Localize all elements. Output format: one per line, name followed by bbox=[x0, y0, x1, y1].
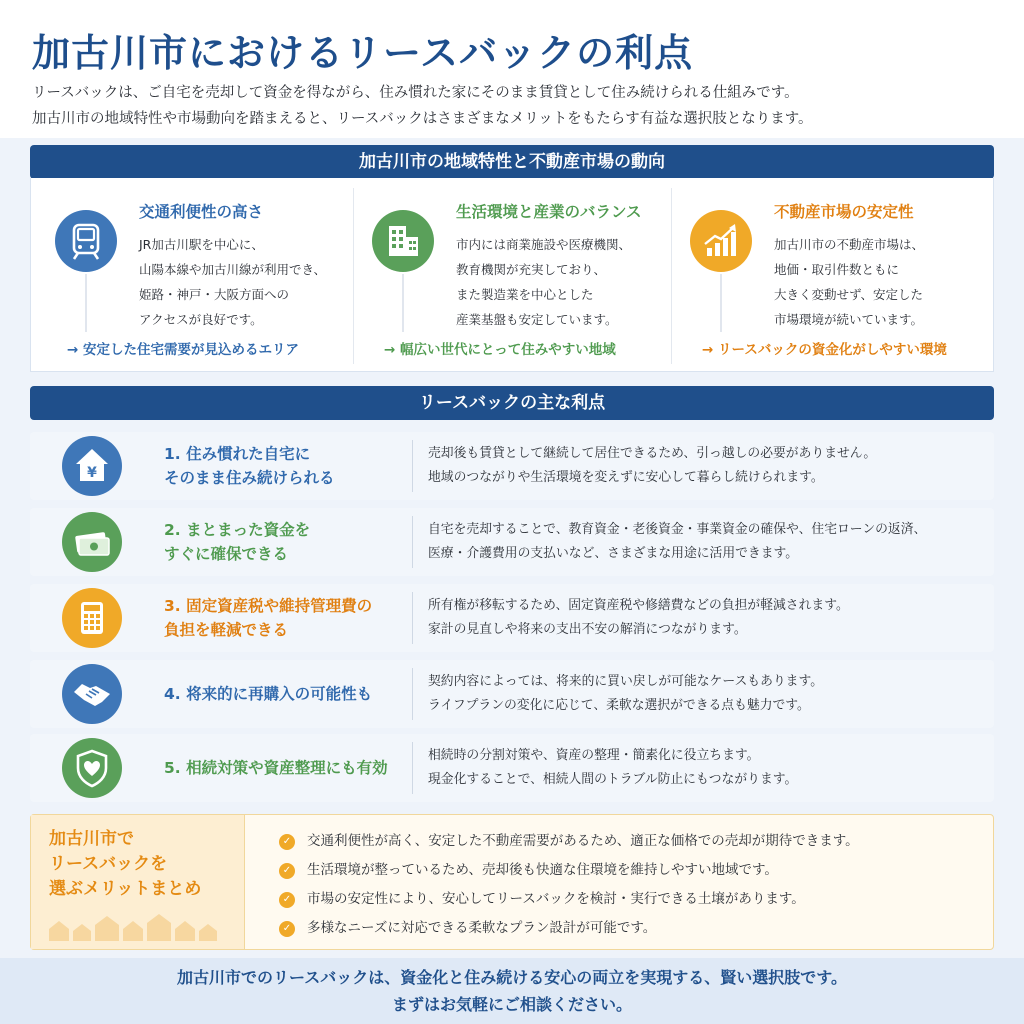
houses-icon bbox=[49, 911, 229, 941]
benefit-title: 4. 将来的に再購入の可能性も bbox=[164, 685, 373, 703]
footer-banner bbox=[0, 958, 1024, 1024]
train-icon bbox=[55, 210, 117, 272]
connector-line bbox=[85, 274, 87, 332]
footer-line: まずはお気軽にご相談ください。 bbox=[391, 995, 632, 1014]
summary-item bbox=[279, 856, 859, 885]
benefit-row bbox=[30, 432, 994, 500]
divider bbox=[412, 516, 413, 568]
intro-text bbox=[32, 80, 813, 132]
buildings-icon bbox=[372, 210, 434, 272]
summary-item bbox=[279, 914, 859, 943]
benefit-row bbox=[30, 734, 994, 802]
benefit-desc: 契約内容によっては、将来的に買い戻しが可能なケースもあります。 ライフプランの変化に応じて、柔軟な選択ができる点も魅力です。 bbox=[428, 674, 824, 713]
summary-item-text: 多様なニーズに対応できる柔軟なプラン設計が可能です。 bbox=[307, 920, 657, 936]
divider bbox=[412, 668, 413, 720]
feature-card-market bbox=[671, 188, 987, 364]
benefit-desc: 所有権が移転するため、固定資産税や修繕費などの負担が軽減されます。 家計の見直しや将来の支出不安の解消につながります。 bbox=[428, 598, 849, 637]
handshake-icon bbox=[62, 664, 122, 724]
summary-box bbox=[30, 814, 994, 950]
summary-item-text: 交通利便性が高く、安定した不動産需要があるため、適正な価格での売却が期待できます。 bbox=[307, 833, 859, 849]
summary-item bbox=[279, 827, 859, 856]
summary-list bbox=[279, 827, 859, 943]
benefit-row bbox=[30, 584, 994, 652]
benefit-title: 5. 相続対策や資産整理にも有効 bbox=[164, 759, 388, 777]
summary-item bbox=[279, 885, 859, 914]
divider bbox=[412, 440, 413, 492]
intro-line: リースバックは、ご自宅を売却して資金を得ながら、住み慣れた家にそのまま賃貸として住み続けられる仕組みです。 bbox=[32, 85, 799, 101]
check-icon: ✓ bbox=[279, 921, 295, 937]
benefit-desc: 相続時の分割対策や、資産の整理・簡素化に役立ちます。 現金化することで、相続人間のトラブル防止にもつながります。 bbox=[428, 748, 798, 787]
check-icon: ✓ bbox=[279, 892, 295, 908]
footer-line: 加古川市でのリースバックは、資金化と住み続ける安心の両立を実現する、賢い選択肢です。 bbox=[177, 968, 847, 987]
feature-body: 加古川市の不動産市場は、 地価・取引件数ともに 大きく変動せず、安定した 市場環境が続いています。 bbox=[774, 237, 925, 327]
feature-title: 生活環境と産業のバランス bbox=[456, 203, 642, 221]
page-title: 加古川市におけるリースバックの利点 bbox=[32, 31, 694, 75]
feature-result: → 幅広い世代にとって住みやすい地域 bbox=[384, 342, 616, 358]
feature-result: → 安定した住宅需要が見込めるエリア bbox=[67, 342, 300, 358]
divider bbox=[412, 592, 413, 644]
summary-item-text: 市場の安定性により、安心してリースバックを検討・実行できる土壌があります。 bbox=[307, 891, 805, 907]
divider bbox=[412, 742, 413, 794]
benefits-heading: リースバックの主な利点 bbox=[30, 386, 994, 420]
connector-line bbox=[402, 274, 404, 332]
connector-line bbox=[720, 274, 722, 332]
regional-heading: 加古川市の地域特性と不動産市場の動向 bbox=[30, 145, 994, 179]
summary-label bbox=[31, 815, 245, 949]
header-area bbox=[0, 0, 1024, 138]
house-yen-icon bbox=[62, 436, 122, 496]
benefit-title: 1. 住み慣れた自宅に そのまま住み続けられる bbox=[164, 445, 335, 487]
money-icon bbox=[62, 512, 122, 572]
benefit-title: 3. 固定資産税や維持管理費の 負担を軽減できる bbox=[164, 597, 373, 639]
regional-panel bbox=[30, 178, 994, 372]
shield-heart-icon bbox=[62, 738, 122, 798]
check-icon: ✓ bbox=[279, 834, 295, 850]
feature-card-environment bbox=[353, 188, 669, 364]
calculator-icon bbox=[62, 588, 122, 648]
svg-text:¥: ¥ bbox=[87, 465, 97, 481]
feature-card-transport bbox=[37, 188, 353, 364]
summary-title: 加古川市で リースバックを 選ぶメリットまとめ bbox=[49, 829, 202, 899]
feature-body: JR加古川駅を中心に、 山陽本線や加古川線が利用でき、 姫路・神戸・大阪方面への アクセスが良好です。 bbox=[139, 237, 327, 327]
benefit-desc: 自宅を売却することで、教育資金・老後資金・事業資金の確保や、住宅ローンの返済、 医療・介護費用の支払いなど、さまざまな用途に活用できます。 bbox=[428, 522, 927, 561]
feature-body: 市内には商業施設や医療機関、 教育機関が充実しており、 また製造業を中心とした 産業基盤も安定しています。 bbox=[456, 237, 632, 327]
feature-result: → リースバックの資金化がしやすい環境 bbox=[702, 342, 947, 358]
feature-title: 交通利便性の高さ bbox=[139, 203, 264, 221]
intro-line: 加古川市の地域特性や市場動向を踏まえると、リースバックはさまざまなメリットをもたらす有益な選択肢となります。 bbox=[32, 111, 813, 127]
benefit-title: 2. まとまった資金を すぐに確保できる bbox=[164, 521, 311, 563]
summary-item-text: 生活環境が整っているため、売却後も快適な住環境を維持しやすい地域です。 bbox=[307, 862, 778, 878]
benefit-row bbox=[30, 508, 994, 576]
growth-chart-icon bbox=[690, 210, 752, 272]
benefit-row bbox=[30, 660, 994, 728]
check-icon: ✓ bbox=[279, 863, 295, 879]
feature-title: 不動産市場の安定性 bbox=[774, 203, 914, 221]
benefit-desc: 売却後も賃貸として継続して居住できるため、引っ越しの必要がありません。 地域のつながりや生活環境を変えずに安心して暮らし続けられます。 bbox=[428, 446, 877, 485]
